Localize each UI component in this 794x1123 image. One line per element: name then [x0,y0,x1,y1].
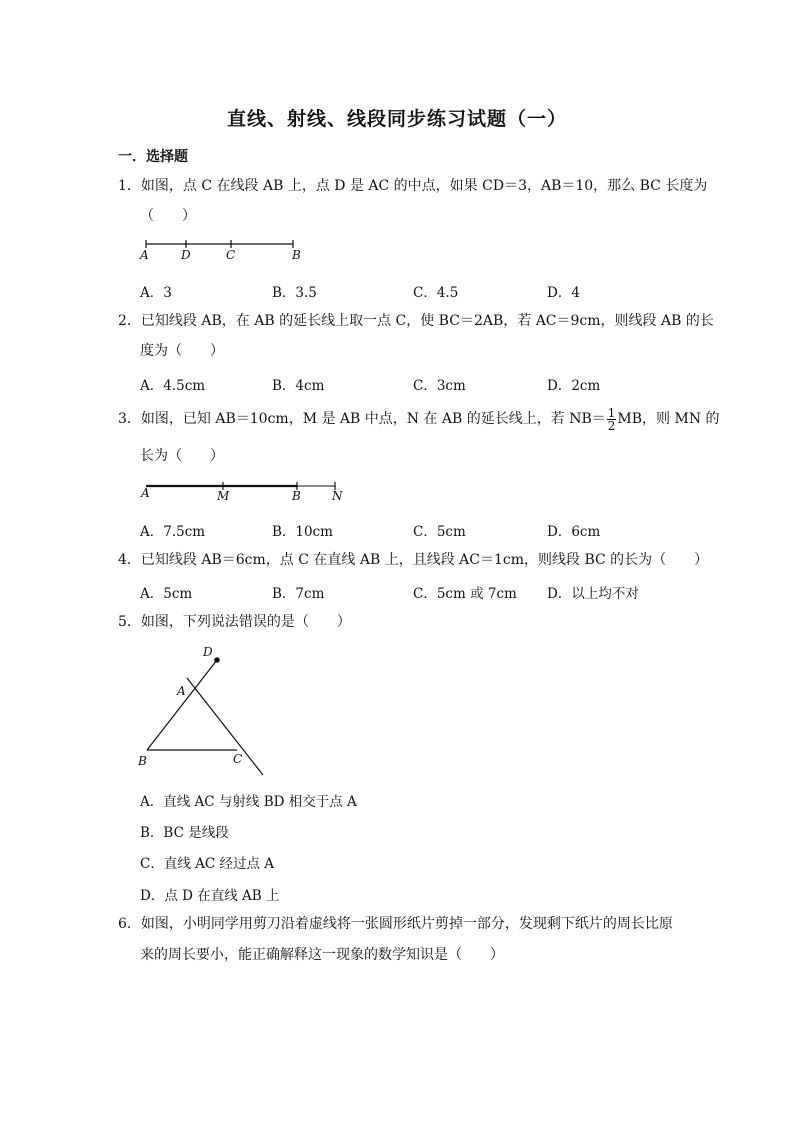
question-1 [118,176,707,196]
question-number: 6． [118,916,141,932]
point-label: D [203,645,213,659]
option-b[interactable]: B．BC 是线段 [140,825,229,841]
option-d[interactable]: D．6cm [547,524,601,540]
point-label: B [292,248,301,262]
point-label: B [138,754,147,768]
question-text: 已知线段 AB，在 AB 的延长线上取一点 C，使 BC＝2AB，若 AC＝9cm，则线段 AB 的长 [140,313,714,329]
point-label: C [226,248,236,262]
question-6-text-continued: 来的周长要小，能正确解释这一现象的数学知识是（ ） [140,947,504,963]
option-c[interactable]: C．5cm 或 7cm [413,586,517,602]
question-1-figure [138,236,308,266]
option-d[interactable]: D．2cm [547,378,601,394]
question-number: 2． [118,313,141,329]
option-c[interactable]: C．直线 AC 经过点 A [140,856,275,872]
option-a[interactable]: A．5cm [140,586,193,602]
point-label: A [140,248,149,262]
question-2-text-continued: 度为（ ） [140,343,224,359]
option-b[interactable]: B．3.5 [272,285,317,301]
option-c[interactable]: C．5cm [413,524,466,540]
option-d[interactable]: D．以上均不对 [547,586,639,602]
ray-bd [147,660,217,750]
option-c[interactable]: C．3cm [413,378,466,394]
fraction-numerator: 1 [607,405,616,420]
question-text-tail: MB，则 MN 的 [617,411,720,427]
question-5-figure [130,640,280,780]
section-heading: 一．选择题 [118,149,188,165]
option-d[interactable]: D．4 [547,285,580,301]
option-a[interactable]: A．7.5cm [140,524,206,540]
question-3-text-continued: 长为（ ） [140,448,224,464]
point-label: B [292,489,301,503]
question-text: 如图，已知 AB＝10cm，M 是 AB 中点，N 在 AB 的延长线上，若 NB＝ [140,411,606,427]
page-title: 直线、射线、线段同步练习试题（一） [226,108,567,130]
fraction-denominator: 2 [607,418,616,433]
option-d[interactable]: D．点 D 在直线 AB 上 [140,888,280,904]
option-b[interactable]: B．7cm [272,586,325,602]
point-label: N [332,489,343,503]
option-b[interactable]: B．4cm [272,378,325,394]
option-a[interactable]: A．3 [140,285,172,301]
question-number: 5． [118,614,141,630]
question-number: 1． [118,178,141,194]
point-label: A [177,684,186,698]
question-1-answer-blank: （ ） [140,208,196,224]
option-a[interactable]: A．直线 AC 与射线 BD 相交于点 A [140,794,357,810]
question-3-figure [138,477,353,505]
option-c[interactable]: C．4.5 [413,285,459,301]
point-label: A [141,486,150,500]
fraction [607,407,617,432]
question-3 [118,404,720,434]
point-d-dot [214,657,220,663]
question-2 [118,311,714,331]
question-number: 3． [118,411,141,427]
option-b[interactable]: B．10cm [272,524,333,540]
question-6 [118,914,673,934]
question-5 [118,612,351,632]
question-4 [118,550,708,570]
question-text: 如图，下列说法错误的是（ ） [140,614,351,630]
option-a[interactable]: A．4.5cm [140,378,206,394]
question-text: 如图，点 C 在线段 AB 上，点 D 是 AC 的中点，如果 CD＝3，AB＝10，那么 BC 长度为 [140,178,708,194]
line-ac [187,678,263,775]
point-label: M [217,489,230,503]
question-text: 如图，小明同学用剪刀沿着虚线将一张圆形纸片剪掉一部分，发现剩下纸片的周长比原 [140,916,673,932]
question-text: 已知线段 AB＝6cm，点 C 在直线 AB 上，且线段 AC＝1cm，则线段 BC 的长为（ ） [140,552,709,568]
point-label: C [233,752,243,766]
point-label: D [181,248,191,262]
question-number: 4． [118,552,141,568]
